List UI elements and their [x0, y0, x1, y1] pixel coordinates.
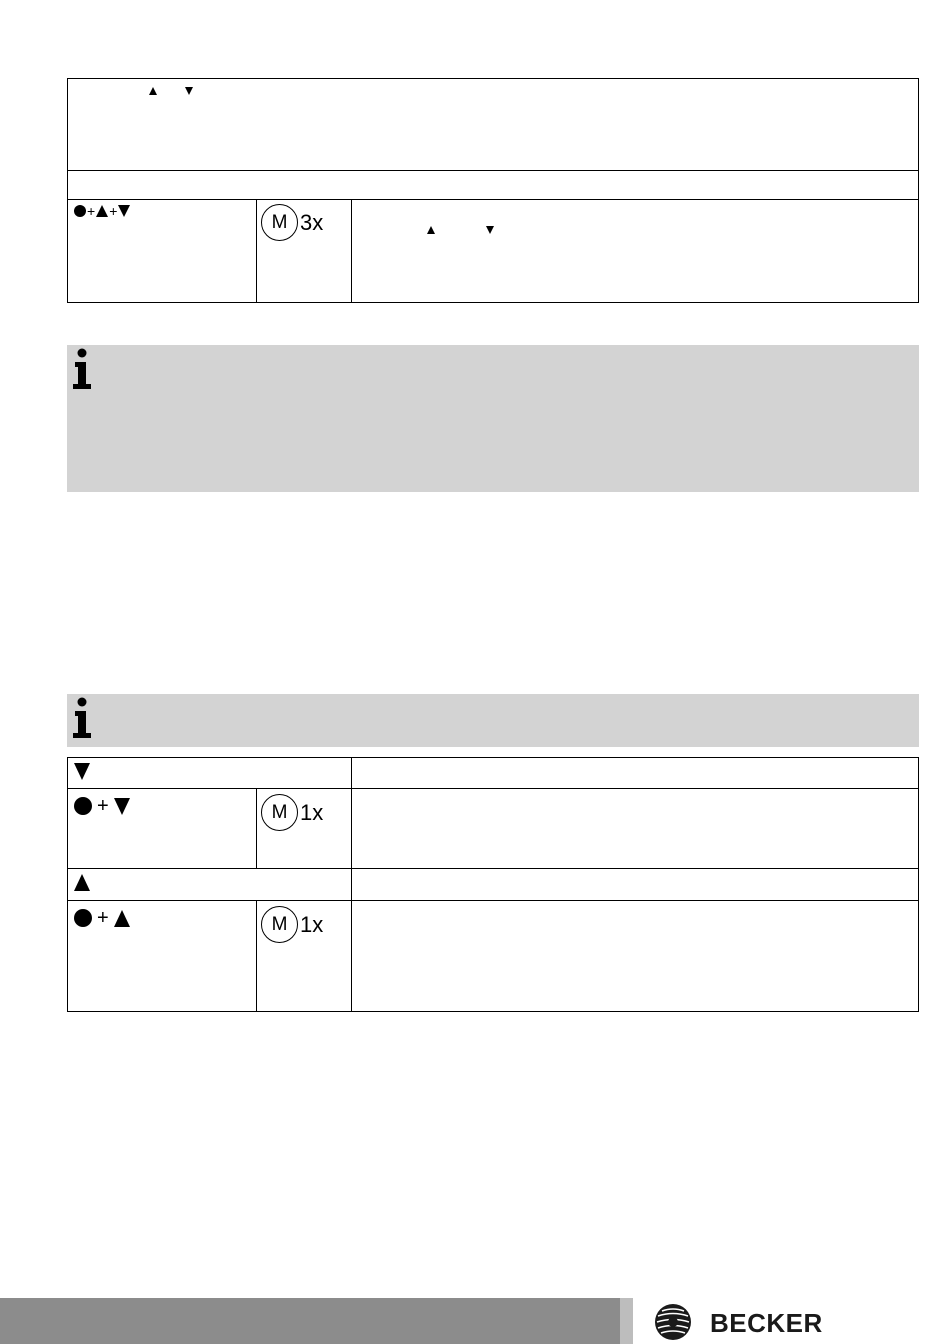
- table-2-divider: [67, 900, 919, 901]
- table-2-divider: [67, 868, 919, 869]
- footer-bar: [0, 1298, 620, 1344]
- table-1-col-divider: [351, 199, 352, 303]
- table-2-divider: [67, 788, 919, 789]
- m-button-icon: [261, 906, 298, 943]
- info-box: [67, 694, 919, 747]
- down-triangle-icon: [114, 798, 130, 815]
- table-1-divider: [67, 170, 919, 171]
- plus-sign: +: [97, 907, 109, 929]
- up-triangle-icon: [149, 87, 157, 95]
- table-1-col-divider: [256, 199, 257, 303]
- m-button-badge: [261, 906, 323, 943]
- info-icon: [70, 697, 96, 739]
- footer-bar-accent: [620, 1298, 633, 1344]
- key-combo: [74, 204, 130, 218]
- m-button-label: M: [271, 801, 288, 823]
- up-triangle-icon: [427, 226, 435, 234]
- table-2-col-divider: [256, 788, 257, 868]
- down-triangle-icon: [486, 226, 494, 234]
- m-button-label: M: [271, 913, 288, 935]
- becker-logo-icon: [654, 1303, 692, 1341]
- up-triangle-icon: [114, 910, 130, 927]
- plus-sign: +: [109, 203, 118, 219]
- filled-circle-icon: [74, 797, 92, 815]
- m-button-badge: [261, 204, 323, 241]
- brand-logo-text: BECKER: [710, 1308, 823, 1338]
- table-1-divider: [67, 199, 919, 200]
- table-2: [67, 757, 919, 1012]
- table-2-col-divider: [351, 757, 352, 1012]
- filled-circle-icon: [74, 909, 92, 927]
- up-triangle-icon: [74, 874, 90, 891]
- key-combo: [74, 908, 130, 928]
- press-count: 1x: [300, 799, 324, 825]
- table-1: [67, 78, 919, 303]
- info-box: [67, 345, 919, 492]
- m-button-icon: [261, 794, 298, 831]
- down-triangle-icon: [74, 763, 90, 780]
- up-triangle-icon: [96, 205, 108, 217]
- key-combo: [74, 796, 130, 816]
- down-triangle-icon: [118, 205, 130, 217]
- plus-sign: +: [87, 203, 96, 219]
- table-2-col-divider: [256, 900, 257, 1012]
- press-count: 1x: [300, 911, 324, 937]
- m-button-badge: [261, 794, 323, 831]
- down-triangle-icon: [185, 87, 193, 95]
- plus-sign: +: [97, 795, 109, 817]
- info-icon: [70, 348, 96, 390]
- press-count: 3x: [300, 209, 324, 235]
- m-button-icon: [261, 204, 298, 241]
- m-button-label: M: [271, 211, 288, 233]
- filled-circle-icon: [74, 205, 86, 217]
